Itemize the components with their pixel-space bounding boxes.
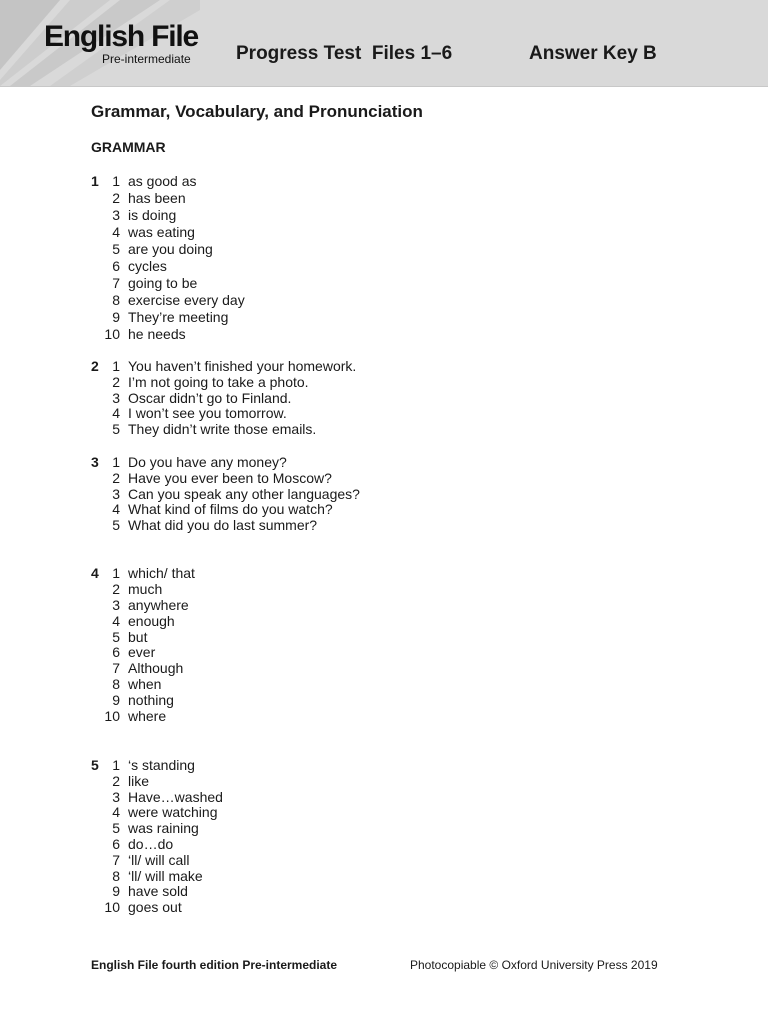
exercise-4 [91,566,491,725]
answer-text: ‘s standing [128,757,195,773]
item-number: 3 [112,485,120,502]
answer-key-label: Answer Key B [529,43,657,64]
item-number: 2 [112,469,120,486]
answer-item [91,326,491,343]
page-header [0,0,768,87]
answer-text: have sold [128,883,188,900]
answer-text: They didn’t write those emails. [128,421,317,438]
answer-item [91,837,491,853]
answer-text: enough [128,612,175,629]
answer-item [91,375,491,391]
item-number: 8 [112,867,120,884]
answer-text: as good as [128,173,197,189]
answer-text: Have you ever been to Moscow? [128,469,332,486]
answer-item [91,224,491,241]
item-number: 4 [112,224,120,240]
answer-item [91,359,491,375]
item-number: 4 [112,405,120,422]
answer-item [91,709,491,725]
answer-text: ‘ll/ will make [128,867,203,884]
logo-subtitle: Pre-intermediate [102,52,191,66]
answer-text: ‘ll/ will call [128,851,190,868]
answer-text: anywhere [128,596,189,613]
answer-item [91,173,491,190]
answer-item [91,614,491,630]
answer-text: were watching [128,804,218,821]
answer-item [91,406,491,422]
answer-text: nothing [128,692,174,709]
answer-item [91,391,491,407]
answer-text: What kind of films do you watch? [128,501,333,518]
exercise-5 [91,758,491,916]
answer-text: but [128,628,148,645]
answer-item [91,853,491,869]
exercise-3 [91,455,491,534]
answer-item [91,805,491,821]
item-number: 2 [112,580,120,597]
answer-item [91,790,491,806]
exercise-number: 2 [91,358,99,374]
answer-text: do…do [128,835,174,852]
answer-text: when [128,676,162,693]
exercise-number: 1 [91,173,99,189]
item-number: 10 [104,708,120,725]
answer-text: I’m not going to take a photo. [128,373,309,390]
answer-text: goes out [128,899,182,916]
item-number: 2 [112,373,120,390]
item-number: 9 [112,692,120,709]
answer-text: Do you have any money? [128,454,287,470]
item-number: 3 [112,788,120,805]
answer-item [91,309,491,326]
answer-item [91,566,491,582]
item-number: 2 [112,190,120,206]
answer-text: Have…washed [128,788,223,805]
answer-item [91,275,491,292]
answer-item [91,241,491,258]
item-number: 10 [104,326,120,342]
item-number: 7 [112,851,120,868]
item-number: 9 [112,883,120,900]
answer-text: What did you do last summer? [128,517,318,534]
answer-item [91,758,491,774]
answer-text: has been [128,190,186,206]
item-number: 5 [112,517,120,534]
answer-item [91,487,491,503]
answer-text: Oscar didn’t go to Finland. [128,389,292,406]
exercise-2 [91,359,491,438]
exercise-1 [91,173,491,343]
item-number: 2 [112,772,120,789]
item-number: 5 [112,241,120,257]
section-title: Grammar, Vocabulary, and Pronunciation [91,102,423,121]
answer-text: are you doing [128,241,213,257]
item-number: 9 [112,309,120,325]
item-number: 10 [104,899,120,916]
answer-item [91,677,491,693]
answer-item [91,258,491,275]
item-number: 1 [112,173,120,189]
item-number: 5 [112,421,120,438]
item-number: 5 [112,820,120,837]
answer-text: Can you speak any other languages? [128,485,360,502]
item-number: 3 [112,207,120,223]
subsection-title: GRAMMAR [91,139,166,155]
item-number: 8 [112,676,120,693]
answer-text: where [128,708,167,725]
answer-item [91,292,491,309]
test-title: Progress Test Files 1–6 [236,43,453,64]
answer-text: was raining [128,820,199,837]
item-number: 5 [112,628,120,645]
answer-text: is doing [128,207,177,223]
item-number: 4 [112,501,120,518]
answer-item [91,774,491,790]
item-number: 3 [112,596,120,613]
answer-item [91,455,491,471]
exercise-number: 3 [91,454,99,470]
footer-edition: English File fourth edition Pre-intermediate [91,958,338,972]
item-number: 1 [112,358,120,374]
exercise-number: 5 [91,757,99,773]
item-number: 1 [112,565,120,581]
answer-text: I won’t see you tomorrow. [128,405,287,422]
item-number: 6 [112,644,120,661]
answer-item [91,207,491,224]
item-number: 6 [112,835,120,852]
answer-item [91,518,491,534]
item-number: 4 [112,804,120,821]
answer-text: was eating [128,224,195,240]
answer-text: like [128,772,150,789]
answer-item [91,645,491,661]
item-number: 1 [112,454,120,470]
answer-item [91,471,491,487]
answer-text: You haven’t finished your homework. [128,358,357,374]
answer-item [91,582,491,598]
answer-item [91,661,491,677]
item-number: 3 [112,389,120,406]
answer-text: which/ that [128,565,195,581]
answer-item [91,630,491,646]
answer-item [91,190,491,207]
answer-item [91,884,491,900]
item-number: 6 [112,258,120,274]
item-number: 7 [112,275,120,291]
answer-text: cycles [128,258,167,274]
answer-text: going to be [128,275,198,291]
answer-text: much [128,580,163,597]
answer-item [91,598,491,614]
item-number: 7 [112,660,120,677]
answer-text: ever [128,644,156,661]
answer-item [91,869,491,885]
item-number: 8 [112,292,120,308]
answer-item [91,693,491,709]
answer-text: exercise every day [128,292,245,308]
answer-item [91,502,491,518]
answer-item [91,900,491,916]
answer-text: Although [128,660,184,677]
answer-text: he needs [128,326,186,342]
logo-title: English File [44,20,198,53]
item-number: 1 [112,757,120,773]
exercise-number: 4 [91,565,99,581]
answer-item [91,821,491,837]
answer-text: They’re meeting [128,309,229,325]
answer-item [91,422,491,438]
item-number: 4 [112,612,120,629]
footer-copyright: Photocopiable © Oxford University Press 2019 [410,958,658,972]
